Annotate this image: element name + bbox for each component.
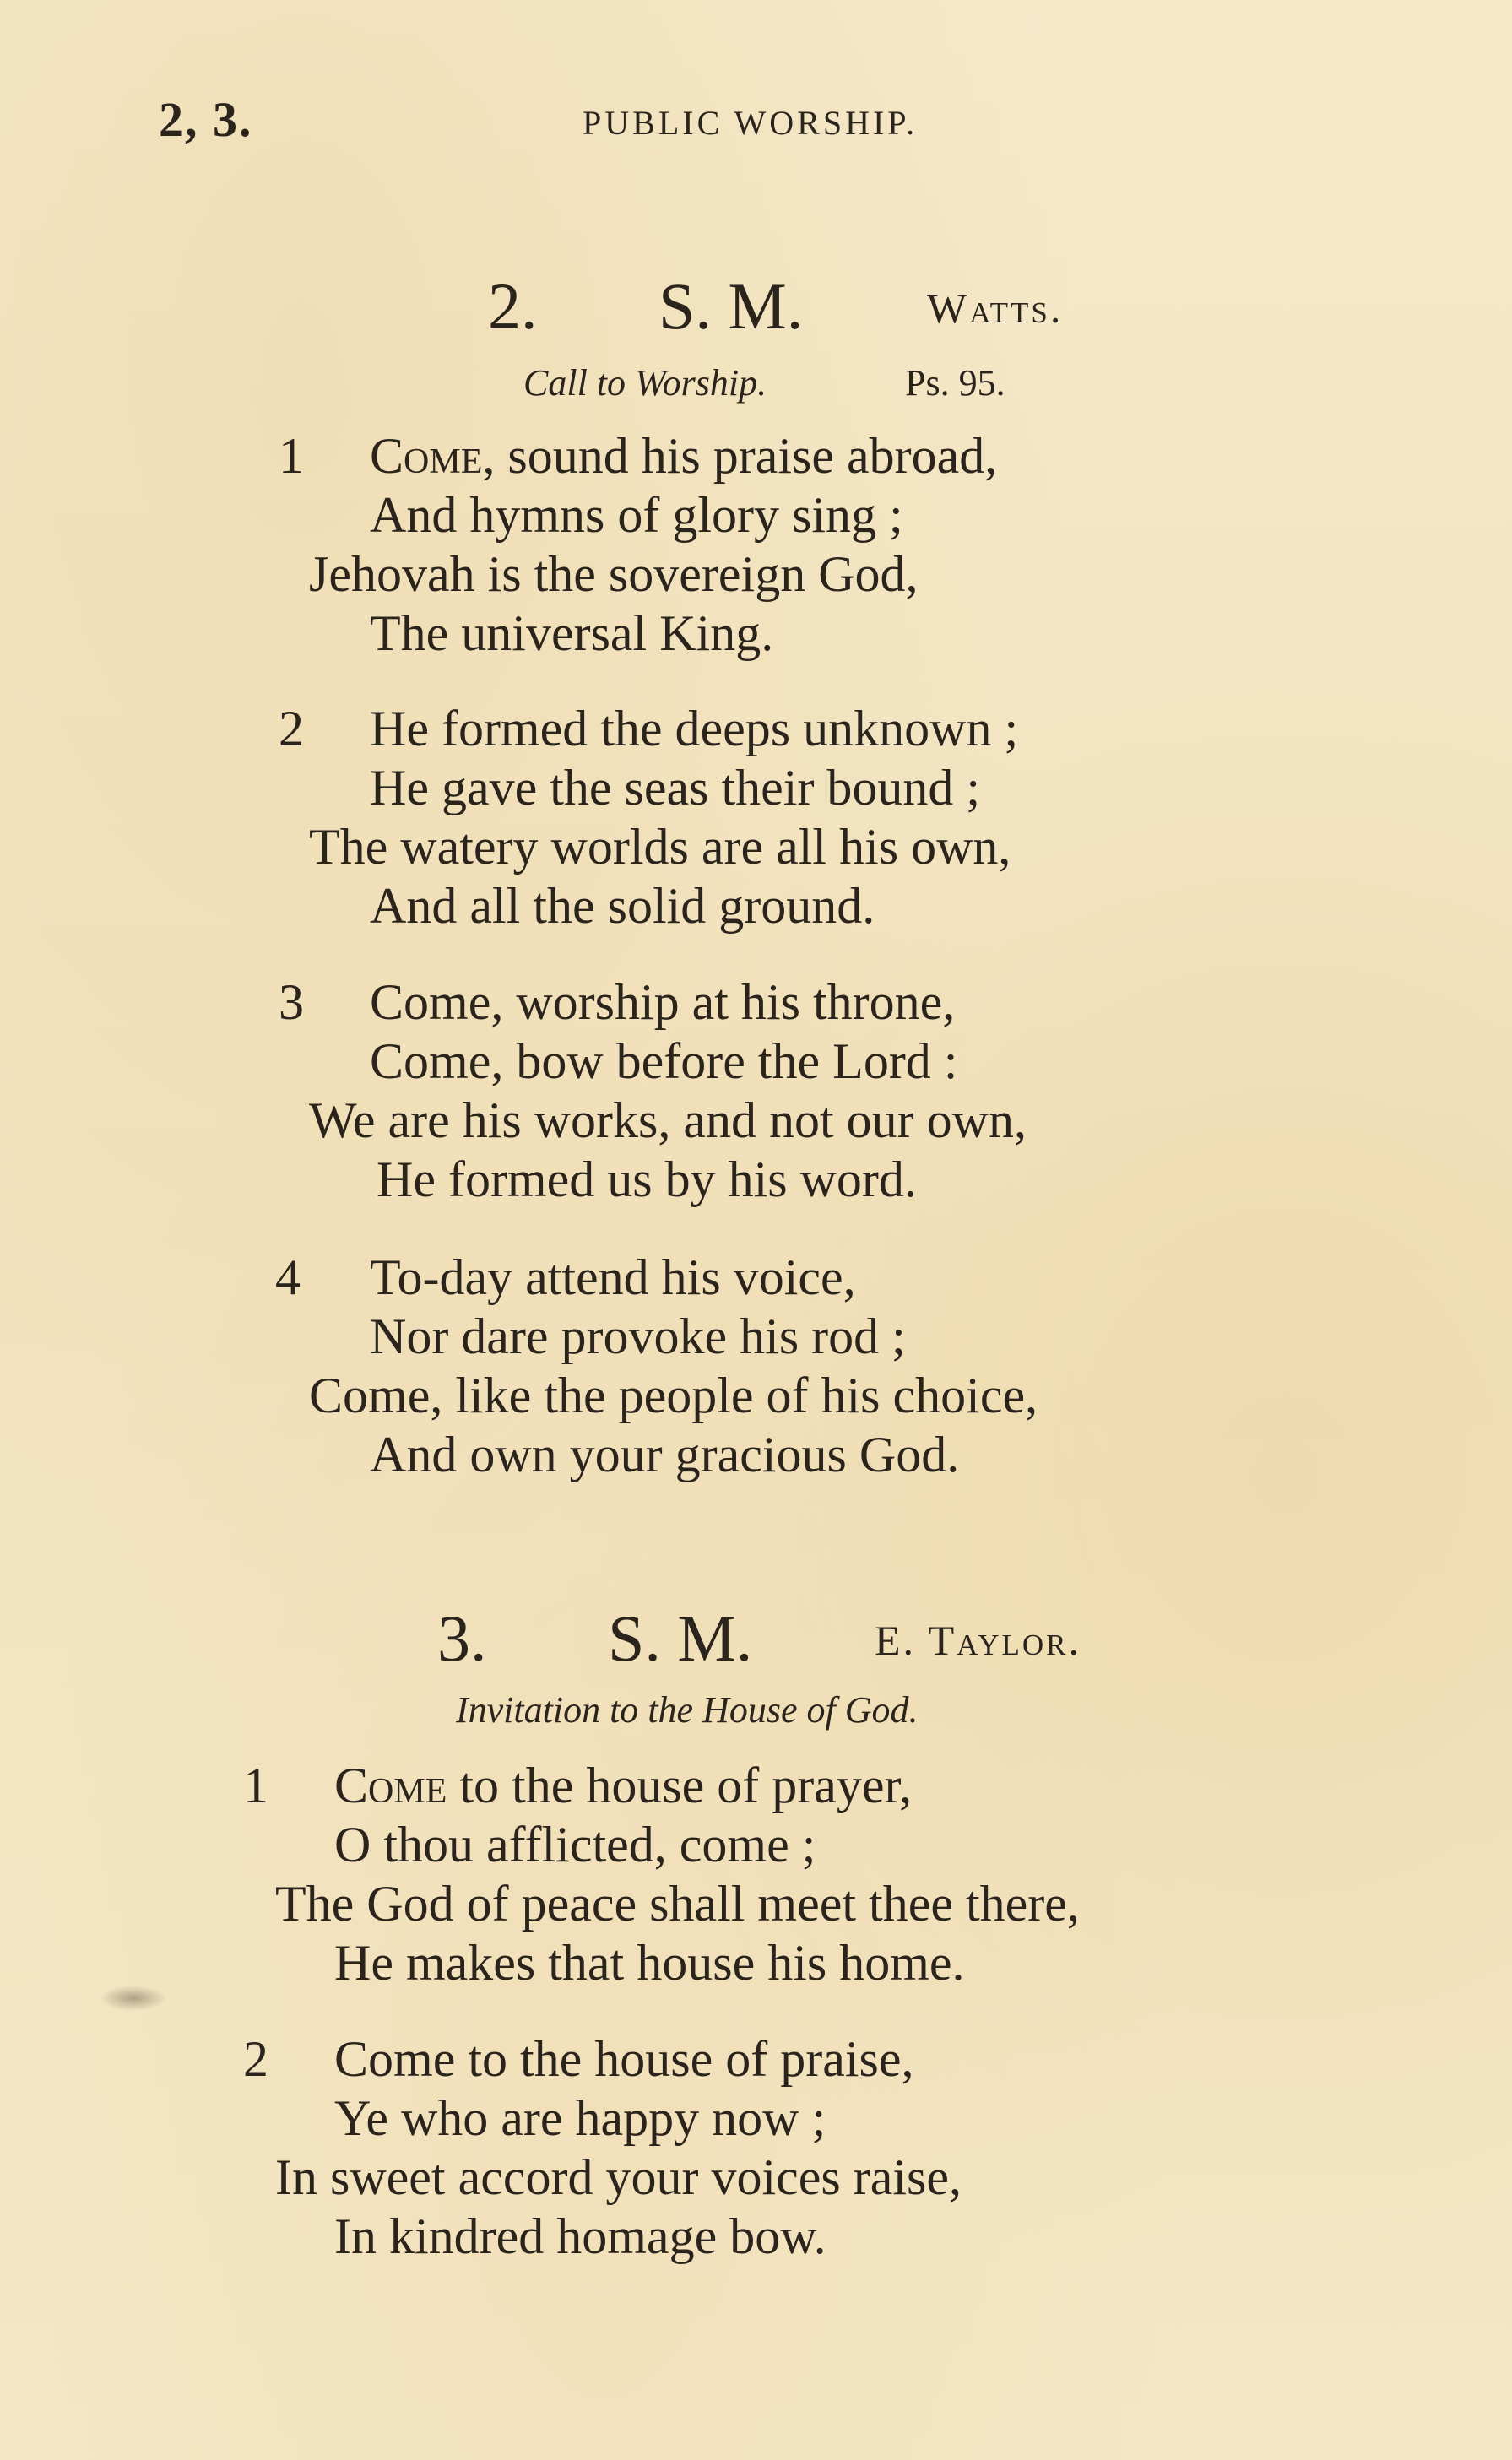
verse-number: 2 [279,701,304,756]
verse-line: The watery worlds are all his own, [309,819,1011,875]
page-number: 2, 3. [159,92,253,147]
verse-line: We are his works, and not our own, [309,1092,1027,1148]
verse-number: 4 [275,1249,301,1305]
verse-line: O thou afflicted, come ; [334,1817,816,1872]
verse-line: And all the solid ground. [370,878,875,934]
hymn-meter: S. M. [658,269,804,343]
verse-line: Come, worship at his throne, [370,974,956,1030]
verse-line: Jehovah is the sovereign God, [309,546,919,602]
verse-line: And own your gracious God. [370,1427,960,1482]
hymn-author: E. Taylor. [875,1617,1082,1664]
verse-line: In sweet accord your voices raise, [275,2149,962,2205]
verse-number: 2 [243,2031,268,2087]
verse-line: He makes that house his home. [334,1935,965,1991]
running-head [159,91,1341,150]
verse-line: In kindred homage bow. [334,2208,826,2264]
verse-number: 1 [243,1758,268,1813]
verse-line [370,426,997,485]
verse-line: Come to the house of praise, [334,2031,914,2087]
verse-line: He gave the seas their bound ; [370,760,981,815]
verse-line: The God of peace shall meet thee there, [275,1876,1080,1932]
hymn-header [0,268,1512,344]
hymn-subtitle-text: Call to Worship. [523,362,767,404]
verse-line: Come, like the people of his choice, [309,1368,1038,1423]
verse-line: He formed the deeps unknown ; [370,701,1019,756]
verse-line: And hymns of glory sing ; [370,487,903,543]
hymn-meter: S. M. [608,1601,753,1675]
verse-line: Nor dare provoke his rod ; [370,1309,906,1364]
verse-line [334,1756,912,1815]
verse-line: The universal King. [370,605,774,661]
verse-line: He formed us by his word. [377,1151,917,1207]
hymn-header [0,1601,1512,1677]
verse-line: Come, bow before the Lord : [370,1033,958,1089]
verse-line: Ye who are happy now ; [334,2090,826,2146]
psalm-reference: Ps. 95. [905,362,1005,404]
verse-number: 3 [279,974,304,1030]
verse-line: To-day attend his voice, [370,1249,856,1305]
verse-first-word: Come, [370,428,496,484]
verse-number: 1 [279,428,304,484]
hymn-subtitle-text: Invitation to the House of God. [456,1689,919,1731]
hymn-number: 2. [488,269,538,343]
ink-smudge-decoration [100,1986,167,2011]
running-head-title: PUBLIC WORSHIP. [583,104,919,142]
verse-line-text: to the house of prayer, [459,1758,913,1813]
verse-first-word: Come [334,1758,447,1813]
verse-line-text: sound his praise abroad, [507,428,998,484]
hymn-number: 3. [437,1601,487,1675]
hymn-author: Watts. [927,284,1064,332]
